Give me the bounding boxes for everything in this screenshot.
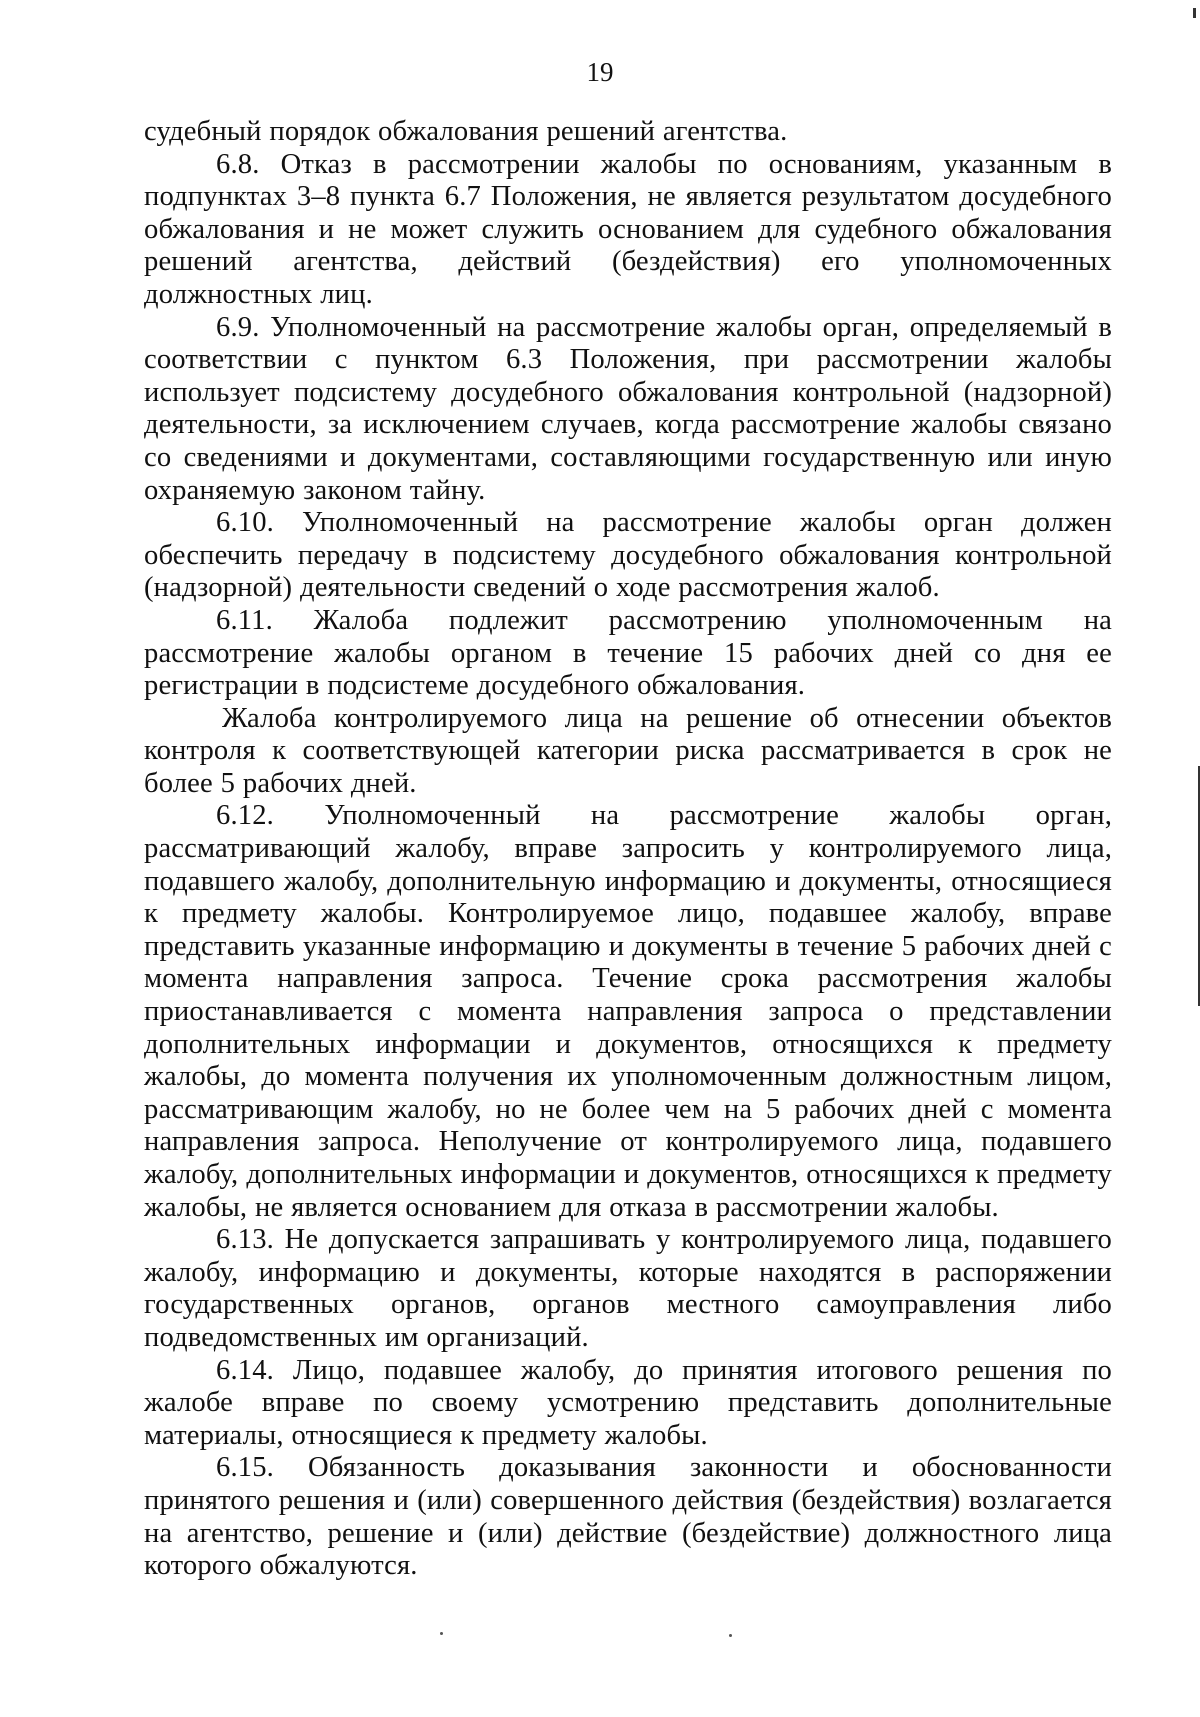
paragraph-6-15: 6.15. Обязанность доказывания законности и обоснованности принятого решения и (или) совершенного действия (бездействия) возлагается на агентство, решение и (или) действие (бездействие) должностного лица которого обжалуются. (144, 1452, 1112, 1582)
paragraph-6-9: 6.9. Уполномоченный на рассмотрение жалобы орган, определяемый в соответствии с пунктом 6.3 Положения, при рассмотрении жалобы использует подсистему досудебного обжалования контрольной (надзорной) деятельности, за исключением случаев, когда рассмотрение жалобы связано со сведениями и документами, составляющими государственную или иную охраняемую законом тайну. (144, 311, 1112, 506)
paragraph-6-14: 6.14. Лицо, подавшее жалобу, до принятия итогового решения по жалобе вправе по своему усмотрению представить дополнительные материалы, относящиеся к предмету жалобы. (144, 1354, 1112, 1451)
paragraph-6-12: 6.12. Уполномоченный на рассмотрение жалобы орган, рассматривающий жалобу, вправе запросить у контролируемого лица, подавшего жалобу, дополнительную информацию и документы, относящиеся к предмету жалобы. Контролируемое лицо, подавшее жалобу, вправе представить указанные информацию и документы в течение 5 рабочих дней с момента направления запроса. Течение срока рассмотрения жалобы приостанавливается с момента направления запроса о представлении дополнительных информации и документов, относящихся к предмету жалобы, до момента получения их уполномоченным должностным лицом, рассматривающим жалобу, но не более чем на 5 рабочих дней с момента направления запроса. Неполучение от контролируемого лица, подавшего жалобу, дополнительных информации и документов, относящихся к предмету жалобы, не является основанием для отказа в рассмотрении жалобы. (144, 800, 1112, 1223)
scan-speck (729, 1634, 732, 1637)
page-number: 19 (586, 57, 614, 87)
paragraph-6-11-risk-category: Жалоба контролируемого лица на решение об отнесении объектов контроля к соответствующей категории риска рассматривается в срок не более 5 рабочих дней. (144, 702, 1112, 799)
paragraph-6-13: 6.13. Не допускается запрашивать у контролируемого лица, подавшего жалобу, информацию и документы, которые находятся в распоряжении государственных органов, органов местного самоуправления либо подведомственных им организаций. (144, 1224, 1112, 1353)
paragraph-6-10: 6.10. Уполномоченный на рассмотрение жалобы орган должен обеспечить передачу в подсистему досудебного обжалования контрольной (надзорной) деятельности сведений о ходе рассмотрения жалоб. (144, 507, 1112, 604)
paragraph-continuation: судебный порядок обжалования решений агентства. (144, 116, 788, 147)
scan-speck (440, 1632, 443, 1635)
paragraph-6-8: 6.8. Отказ в рассмотрении жалобы по основаниям, указанным в подпунктах 3–8 пункта 6.7 Положения, не является результатом досудебного обжалования и не может служить основанием для судебного обжалования решений агентства, действий (бездействия) его уполномоченных должностных лиц. (144, 148, 1112, 310)
paragraph-6-11: 6.11. Жалоба подлежит рассмотрению уполномоченным на рассмотрение жалобы органом в течение 15 рабочих дней со дня ее регистрации в подсистеме досудебного обжалования. (144, 604, 1112, 702)
body-text (144, 116, 1112, 1583)
scan-edge-mark (1193, 8, 1196, 18)
